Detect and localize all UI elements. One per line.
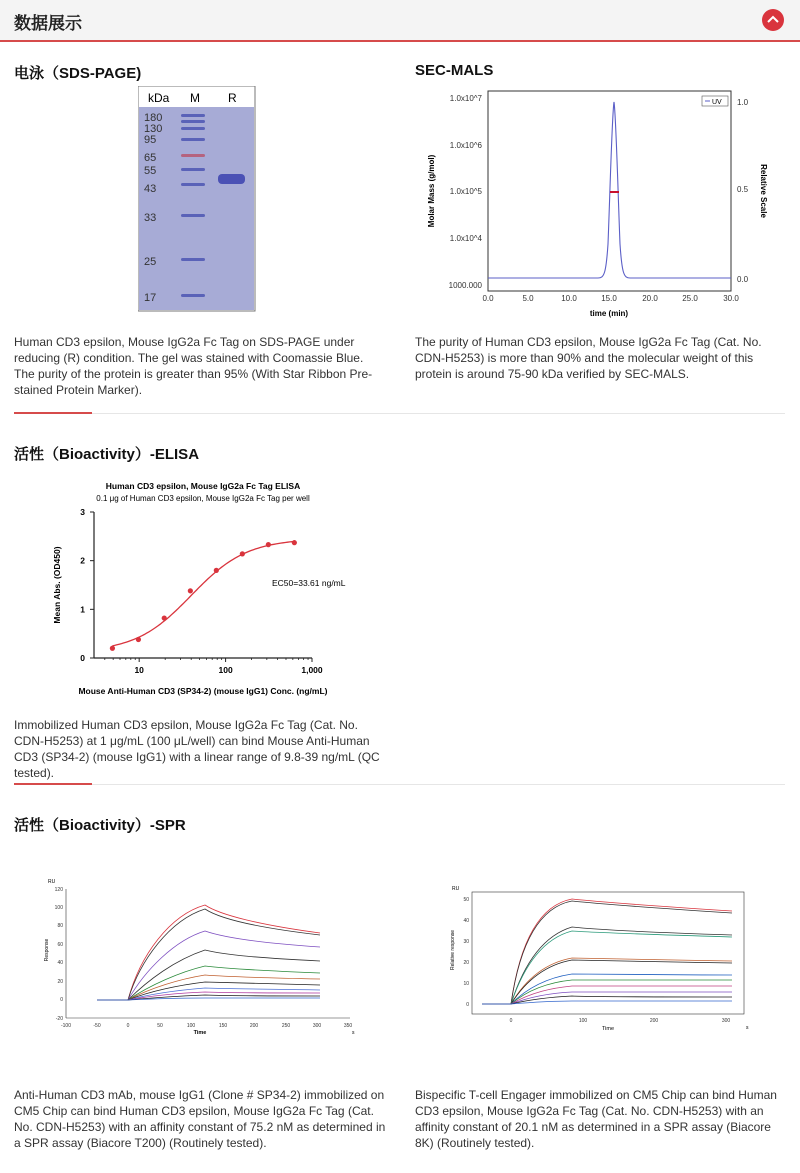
secmals-xlabel: time (min) bbox=[589, 309, 629, 318]
spr-left-chart bbox=[40, 875, 360, 1040]
elisa-chart-subtitle: 0.1 μg of Human CD3 epsilon, Mouse IgG2a Fc Tag per well bbox=[96, 494, 310, 503]
elisa-caption: Immobilized Human CD3 epsilon, Mouse IgG2a Fc Tag (Cat. No. CDN-H5253) at 1 μg/mL (100 μL/well) can bind Mouse Anti-Human CD3 (SP34-2) (mouse IgG1) with a linear range of 9.8-39 ng/mL (QC tested). bbox=[14, 718, 380, 780]
spr-right-xtick: 100 bbox=[578, 1018, 588, 1024]
spr-right-xtick: 200 bbox=[649, 1018, 659, 1024]
spr-right-ytick: 0 bbox=[466, 1002, 469, 1008]
elisa-title: 活性（Bioactivity）-ELISA bbox=[14, 446, 200, 463]
secmals-xtick: 10.0 bbox=[561, 294, 577, 303]
spr-left-xtick: 150 bbox=[218, 1023, 228, 1029]
secmals-ytick-right: 0.0 bbox=[737, 275, 749, 284]
spr-left-ytick: -20 bbox=[55, 1016, 63, 1022]
spr-left-ytick: 80 bbox=[57, 923, 63, 929]
gel-kda-label: kDa bbox=[148, 91, 170, 105]
spr-left-ytick: 0 bbox=[60, 997, 63, 1003]
secmals-ylabel-right: Relative Scale bbox=[759, 164, 768, 218]
elisa-data-point bbox=[214, 568, 219, 573]
secmals-title: SEC-MALS bbox=[415, 62, 494, 79]
spr-left-xlabel: Time bbox=[193, 1030, 207, 1036]
elisa-data-point bbox=[162, 615, 167, 620]
divider bbox=[14, 784, 785, 785]
marker-label: 17 bbox=[144, 292, 157, 304]
spr-right-ylabel: RU bbox=[452, 886, 460, 892]
spr-left-xtick: 250 bbox=[281, 1023, 291, 1029]
spr-left-ylabel: RU bbox=[48, 879, 56, 885]
spr-right-xtick: 0 bbox=[509, 1018, 513, 1024]
marker-label: 33 bbox=[144, 212, 157, 224]
sds-gel-figure bbox=[138, 86, 256, 312]
spr-right-ytick: 40 bbox=[463, 918, 469, 924]
collapse-button[interactable] bbox=[762, 9, 784, 31]
spr-right-ytick: 30 bbox=[463, 939, 469, 945]
spr-left-xtick: 100 bbox=[186, 1023, 196, 1029]
spr-right-ytick: 20 bbox=[463, 960, 469, 966]
spr-left-ytick: 120 bbox=[54, 887, 63, 893]
elisa-data-point bbox=[188, 588, 193, 593]
divider bbox=[14, 413, 785, 414]
marker-label: 180 bbox=[144, 112, 163, 124]
secmals-xtick: 5.0 bbox=[522, 294, 534, 303]
sample-band bbox=[218, 174, 245, 184]
elisa-ec50-annotation: EC50=33.61 ng/mL bbox=[272, 578, 346, 588]
elisa-xtick: 10 bbox=[134, 665, 144, 675]
elisa-data-point bbox=[292, 540, 297, 545]
marker-label: 55 bbox=[144, 165, 157, 177]
spr-left-xunit: s bbox=[352, 1030, 355, 1036]
page-title: 数据展示 bbox=[14, 14, 82, 33]
secmals-uv-trace bbox=[488, 102, 731, 278]
secmals-ytick-left: 1.0x10^5 bbox=[449, 187, 482, 196]
spr-right-sensorgrams bbox=[482, 899, 732, 1004]
secmals-ytick-left: 1000.000 bbox=[448, 281, 482, 290]
marker-label: 25 bbox=[144, 256, 157, 268]
elisa-xlabel: Mouse Anti-Human CD3 (SP34-2) (mouse IgG1) Conc. (ng/mL) bbox=[78, 686, 328, 696]
chevron-up-icon bbox=[767, 15, 779, 25]
secmals-xtick: 0.0 bbox=[482, 294, 494, 303]
elisa-ytick: 3 bbox=[80, 507, 85, 517]
secmals-ytick-left: 1.0x10^6 bbox=[449, 141, 482, 150]
spr-right-xtick: 300 bbox=[721, 1018, 731, 1024]
secmals-ylabel-left: Molar Mass (g/mol) bbox=[427, 154, 436, 228]
spr-left-caption: Anti-Human CD3 mAb, mouse IgG1 (Clone # SP34-2) immobilized on CM5 Chip can bind Human CD3 epsilon, Mouse IgG2a Fc Tag (Cat. No. CDN-H5253) with an affinity constant of 75.2 nM as determined in a SPR assay (Biacore T200) (Routinely tested). bbox=[14, 1088, 386, 1150]
spr-left-yaxis-title: Response bbox=[44, 938, 50, 962]
elisa-xtick: 1,000 bbox=[301, 665, 323, 675]
spr-left-ytick: 20 bbox=[57, 979, 63, 985]
secmals-xtick: 20.0 bbox=[642, 294, 658, 303]
secmals-caption: The purity of Human CD3 epsilon, Mouse IgG2a Fc Tag (Cat. No. CDN-H5253) is more than 90% and the molecular weight of this protein is around 75-90 kDa verified by SEC-MALS. bbox=[415, 335, 762, 381]
secmals-xtick: 30.0 bbox=[723, 294, 739, 303]
elisa-chart bbox=[14, 470, 394, 705]
elisa-ylabel: Mean Abs. (OD450) bbox=[52, 546, 62, 624]
marker-label: 43 bbox=[144, 183, 157, 195]
section-header bbox=[0, 0, 800, 42]
marker-label: 65 bbox=[144, 152, 157, 164]
spr-left-xtick: 0 bbox=[126, 1023, 130, 1029]
sds-caption: Human CD3 epsilon, Mouse IgG2a Fc Tag on SDS-PAGE under reducing (R) condition. The gel was stained with Coomassie Blue. The purity of the protein is greater than 95% (With Star Ribbon Pre-stained Protein Marker). bbox=[14, 335, 373, 397]
elisa-xtick: 100 bbox=[218, 665, 233, 675]
spr-right-ytick: 10 bbox=[463, 981, 469, 987]
elisa-data-point bbox=[136, 637, 141, 642]
spr-left-xtick: 350 bbox=[343, 1023, 353, 1029]
spr-right-xunit: s bbox=[746, 1025, 749, 1031]
elisa-data-point bbox=[266, 542, 271, 547]
spr-right-chart bbox=[440, 880, 760, 1040]
spr-left-xtick: -100 bbox=[60, 1023, 72, 1029]
spr-title: 活性（Bioactivity）-SPR bbox=[14, 817, 186, 834]
spr-right-caption: Bispecific T-cell Engager immobilized on CM5 Chip can bind Human CD3 epsilon, Mouse IgG2a Fc Tag (Cat. No. CDN-H5253) with an affinity constant of 20.1 nM as determined in a SPR assay (Biacore 8K) (Routinely tested). bbox=[415, 1088, 777, 1150]
secmals-figure bbox=[418, 84, 788, 324]
gel-m-label: M bbox=[190, 91, 200, 105]
spr-left-xtick: 200 bbox=[249, 1023, 259, 1029]
spr-right-ytick: 50 bbox=[463, 897, 469, 903]
elisa-ytick: 1 bbox=[80, 604, 85, 615]
secmals-ytick-left: 1.0x10^7 bbox=[449, 94, 482, 103]
spr-right-yaxis-title: Relative response bbox=[450, 929, 456, 971]
secmals-xtick: 25.0 bbox=[682, 294, 698, 303]
sds-title: 电泳（SDS-PAGE) bbox=[14, 65, 142, 82]
secmals-ytick-right: 0.5 bbox=[737, 185, 749, 194]
secmals-ytick-left: 1.0x10^4 bbox=[449, 234, 482, 243]
elisa-data-point bbox=[240, 551, 245, 556]
secmals-xtick: 15.0 bbox=[601, 294, 617, 303]
elisa-ytick: 2 bbox=[80, 555, 85, 566]
elisa-fit-curve bbox=[112, 542, 294, 646]
spr-right-xlabel: Time bbox=[601, 1026, 615, 1032]
spr-left-xtick: 50 bbox=[157, 1023, 163, 1029]
marker-label: 95 bbox=[144, 134, 157, 146]
spr-left-ytick: 40 bbox=[57, 960, 63, 966]
spr-left-ytick: 60 bbox=[57, 942, 63, 948]
spr-left-xtick: -50 bbox=[93, 1023, 101, 1029]
gel-r-label: R bbox=[228, 91, 237, 105]
spr-left-ytick: 100 bbox=[54, 905, 63, 911]
elisa-data-point bbox=[110, 646, 115, 651]
spr-left-xtick: 300 bbox=[312, 1023, 322, 1029]
spr-left-sensorgrams bbox=[97, 905, 320, 1000]
marker-label: 130 bbox=[144, 123, 163, 135]
secmals-legend-label: UV bbox=[712, 99, 722, 106]
elisa-chart-title: Human CD3 epsilon, Mouse IgG2a Fc Tag ELISA bbox=[105, 481, 301, 491]
secmals-ytick-right: 1.0 bbox=[737, 98, 749, 107]
elisa-ytick: 0 bbox=[80, 653, 85, 663]
